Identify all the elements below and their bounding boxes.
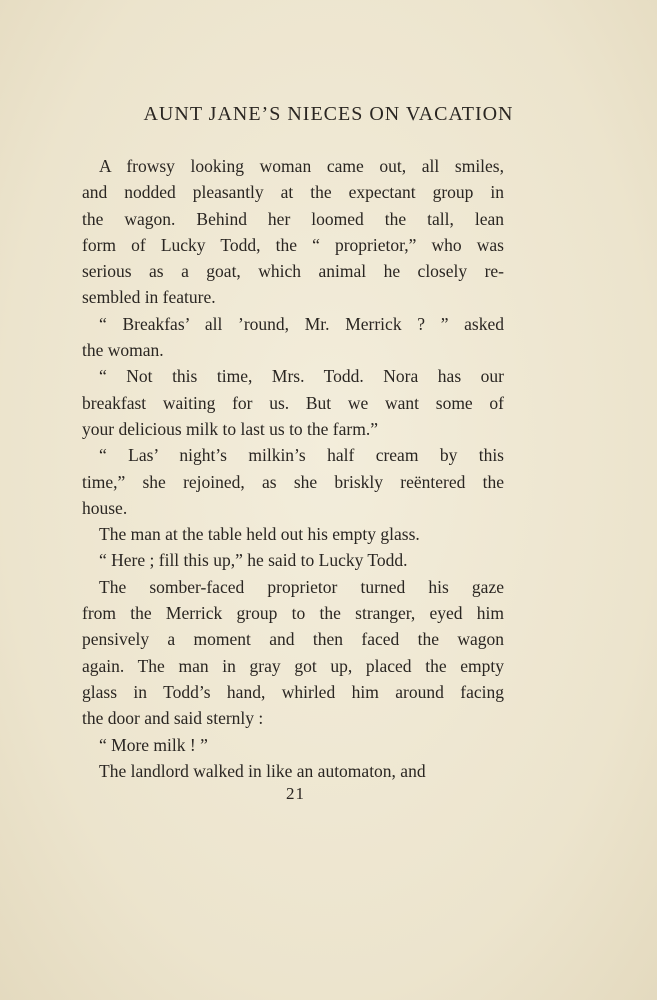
text-line: “ More milk ! ” — [99, 734, 208, 755]
paragraph — [82, 547, 504, 573]
text-line: “ Not this time, Mrs. Todd. Nora has our — [99, 366, 504, 387]
text-line: “ Breakfas’ all ’round, Mr. Merrick ? ” asked — [99, 313, 504, 334]
text-line: the wagon. Behind her loomed the tall, lean — [82, 208, 504, 229]
text-line: time,” she rejoined, as she briskly reëntered the — [82, 471, 504, 492]
text-line: breakfast waiting for us. But we want some of — [82, 392, 504, 413]
paragraph — [82, 311, 504, 364]
text-line: from the Merrick group to the stranger, eyed him — [82, 603, 504, 624]
text-line: and nodded pleasantly at the expectant group in — [82, 182, 504, 203]
text-line: The landlord walked in like an automaton, and — [99, 760, 426, 781]
text-line: sembled in feature. — [82, 287, 216, 308]
text-line: house. — [82, 497, 128, 518]
running-head: AUNT JANE’S NIECES ON VACATION — [143, 103, 514, 125]
paragraph — [82, 574, 504, 732]
paragraph — [82, 758, 504, 784]
text-line: glass in Todd’s hand, whirled him around facing — [82, 681, 504, 702]
text-line: the woman. — [82, 340, 164, 361]
text-line: form of Lucky Todd, the “ proprietor,” who was — [82, 234, 504, 255]
paragraph — [82, 442, 504, 521]
text-line: The somber-faced proprietor turned his gaze — [99, 576, 504, 597]
paragraph — [82, 363, 504, 442]
body-text — [82, 153, 504, 784]
text-line: A frowsy looking woman came out, all smiles, — [99, 156, 504, 176]
text-line: “ Here ; fill this up,” he said to Lucky Todd. — [99, 550, 408, 571]
text-line: serious as a goat, which animal he closely re- — [82, 261, 504, 282]
paragraph — [82, 153, 504, 311]
text-line: “ Las’ night’s milkin’s half cream by this — [99, 445, 504, 466]
text-line: the door and said sternly : — [82, 708, 264, 729]
text-line: The man at the table held out his empty glass. — [99, 524, 420, 545]
paragraph — [82, 732, 504, 758]
text-line: pensively a moment and then faced the wagon — [82, 629, 504, 650]
text-line: your delicious milk to last us to the farm.” — [82, 418, 378, 439]
text-line: again. The man in gray got up, placed the empty — [82, 655, 504, 676]
paragraph — [82, 521, 504, 547]
page-number: 21 — [286, 784, 305, 803]
